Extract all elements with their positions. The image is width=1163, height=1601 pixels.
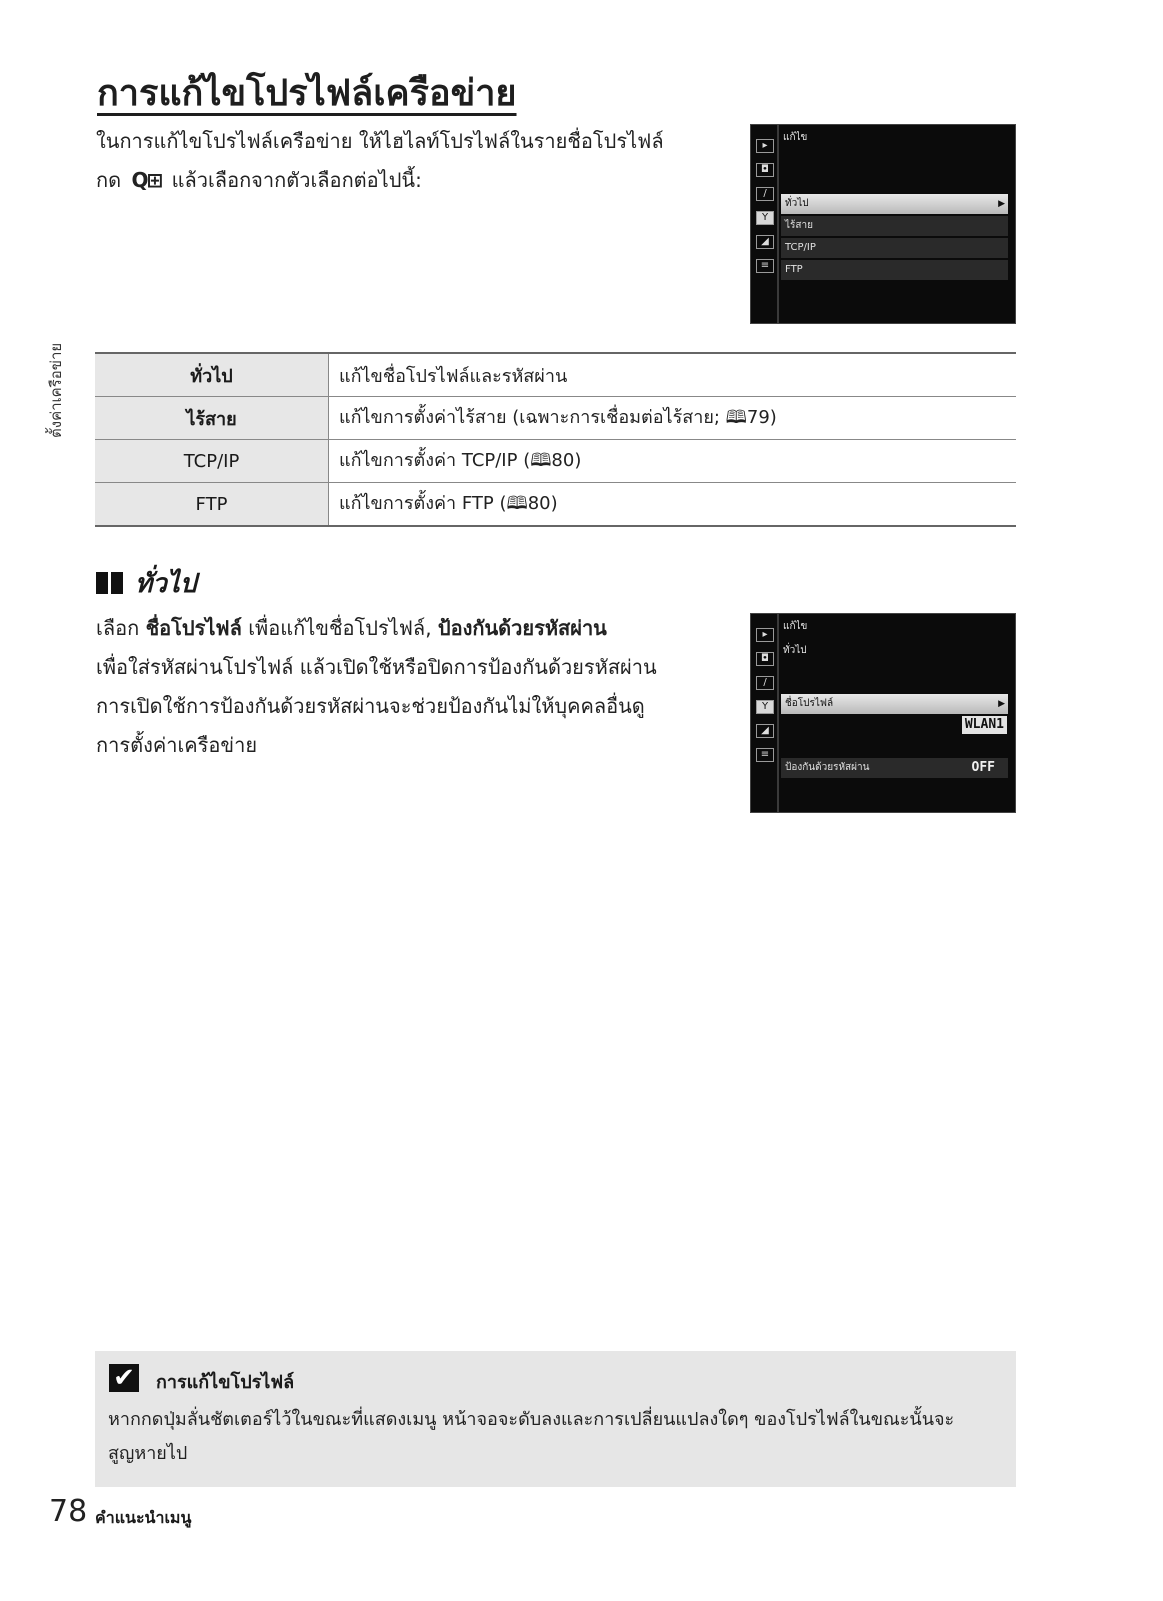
intro-paragraph [96,122,716,200]
side-tab: ตั้งค่าเครือข่าย [47,342,65,438]
menu-item-wireless: ไร้สาย [781,216,1008,236]
note-text: หากกดปุ่มลั่นชัตเตอร์ไว้ในขณะที่แสดงเมนู หน้าจอจะดับลงและการเปลี่ยนแปลงใดๆ ของโปรไฟล์ในขณะนั้นจะสูญหายไป [108,1409,955,1464]
table-desc: แก้ไขชื่อโปรไฟล์และรหัสผ่าน [329,353,1017,397]
desc-line-1 [96,609,736,648]
screen-title: แก้ไข [783,621,808,632]
my-menu-tab-icon: ≡ [756,259,774,273]
menu-item-label: ทั่วไป [785,198,809,209]
password-protection-value: OFF [960,758,1007,777]
triangle-right-icon: ▶ [998,699,1005,709]
checkmark-icon: ✔ [109,1364,139,1392]
page-title: การแก้ไขโปรไฟล์เครือข่าย [97,73,517,114]
pencil-tab-icon: / [756,676,774,690]
table-desc: แก้ไขการตั้งค่า FTP (🕮80) [329,483,1017,527]
table-key: TCP/IP [95,440,329,483]
menu-item-tcpip: TCP/IP [781,238,1008,258]
camera-general-screen [750,613,1016,813]
note-title: การแก้ไขโปรไฟล์ [156,1372,295,1393]
wrench-tab-icon: Y [756,211,774,225]
section-heading-text: ทั่วไป [135,569,197,599]
my-menu-tab-icon: ≡ [756,748,774,762]
camera-tab-icon: ◘ [756,163,774,177]
menu-item-ftp: FTP [781,260,1008,280]
square-bullet-icon [96,572,108,594]
camera-tab-icon: ◘ [756,652,774,666]
profile-name-value: WLAN1 [962,716,1007,734]
intro-choose-text: แล้วเลือกจากตัวเลือกต่อไปนี้: [171,168,422,192]
table-key: ทั่วไป [95,353,329,397]
zoom-out-thumbnail-icon: Q⊞ [131,168,162,192]
table-key: FTP [95,483,329,527]
desc-text: เพื่อแก้ไขชื่อโปรไฟล์, [248,616,432,640]
triangle-right-icon: ▶ [998,199,1005,209]
screen-subtitle: ทั่วไป [783,645,807,656]
menu-item-label: ชื่อโปรไฟล์ [785,698,834,709]
menu-item-profile-name [781,694,1008,714]
note-box [95,1351,1016,1487]
playback-tab-icon: ▸ [756,139,774,153]
page-number: 78 [49,1494,88,1529]
wrench-tab-icon: Y [756,700,774,714]
footer-label: คำแนะนำเมนู [95,1508,192,1527]
table-row [95,440,1016,483]
desc-bold-password-protection: ป้องกันด้วยรหัสผ่าน [437,616,607,640]
section-heading [96,563,196,604]
desc-line-3: การเปิดใช้การป้องกันด้วยรหัสผ่านจะช่วยป้องกันไม่ให้บุคคลอื่นดู [96,694,645,718]
intro-line-2 [96,161,716,200]
options-table [95,352,1016,527]
screen-title: แก้ไข [783,132,808,143]
playback-tab-icon: ▸ [756,628,774,642]
table-row [95,353,1016,397]
desc-line-4: การตั้งค่าเครือข่าย [96,733,258,757]
table-key: ไร้สาย [95,397,329,440]
camera-edit-menu-screen [750,124,1016,324]
table-desc: แก้ไขการตั้งค่าไร้สาย (เฉพาะการเชื่อมต่อไร้สาย; 🕮79) [329,397,1017,440]
table-desc: แก้ไขการตั้งค่า TCP/IP (🕮80) [329,440,1017,483]
intro-press-text: กด [96,168,122,192]
desc-line-2: เพื่อใส่รหัสผ่านโปรไฟล์ แล้วเปิดใช้หรือปิดการป้องกันด้วยรหัสผ่าน [96,655,657,679]
table-row [95,483,1016,527]
table-row [95,397,1016,440]
menu-tab-strip [751,125,779,323]
retouch-tab-icon: ◢ [756,235,774,249]
menu-item-password-protection: ป้องกันด้วยรหัสผ่าน [781,758,1008,778]
desc-bold-profile-name: ชื่อโปรไฟล์ [145,616,242,640]
menu-item-general [781,194,1008,214]
desc-text: เลือก [96,616,140,640]
pencil-tab-icon: / [756,187,774,201]
square-bullet-icon [111,572,123,594]
retouch-tab-icon: ◢ [756,724,774,738]
intro-line-1: ในการแก้ไขโปรไฟล์เครือข่าย ให้ไฮไลท์โปรไฟล์ในรายชื่อโปรไฟล์ [96,129,664,153]
general-description [96,609,736,765]
menu-tab-strip [751,614,779,812]
